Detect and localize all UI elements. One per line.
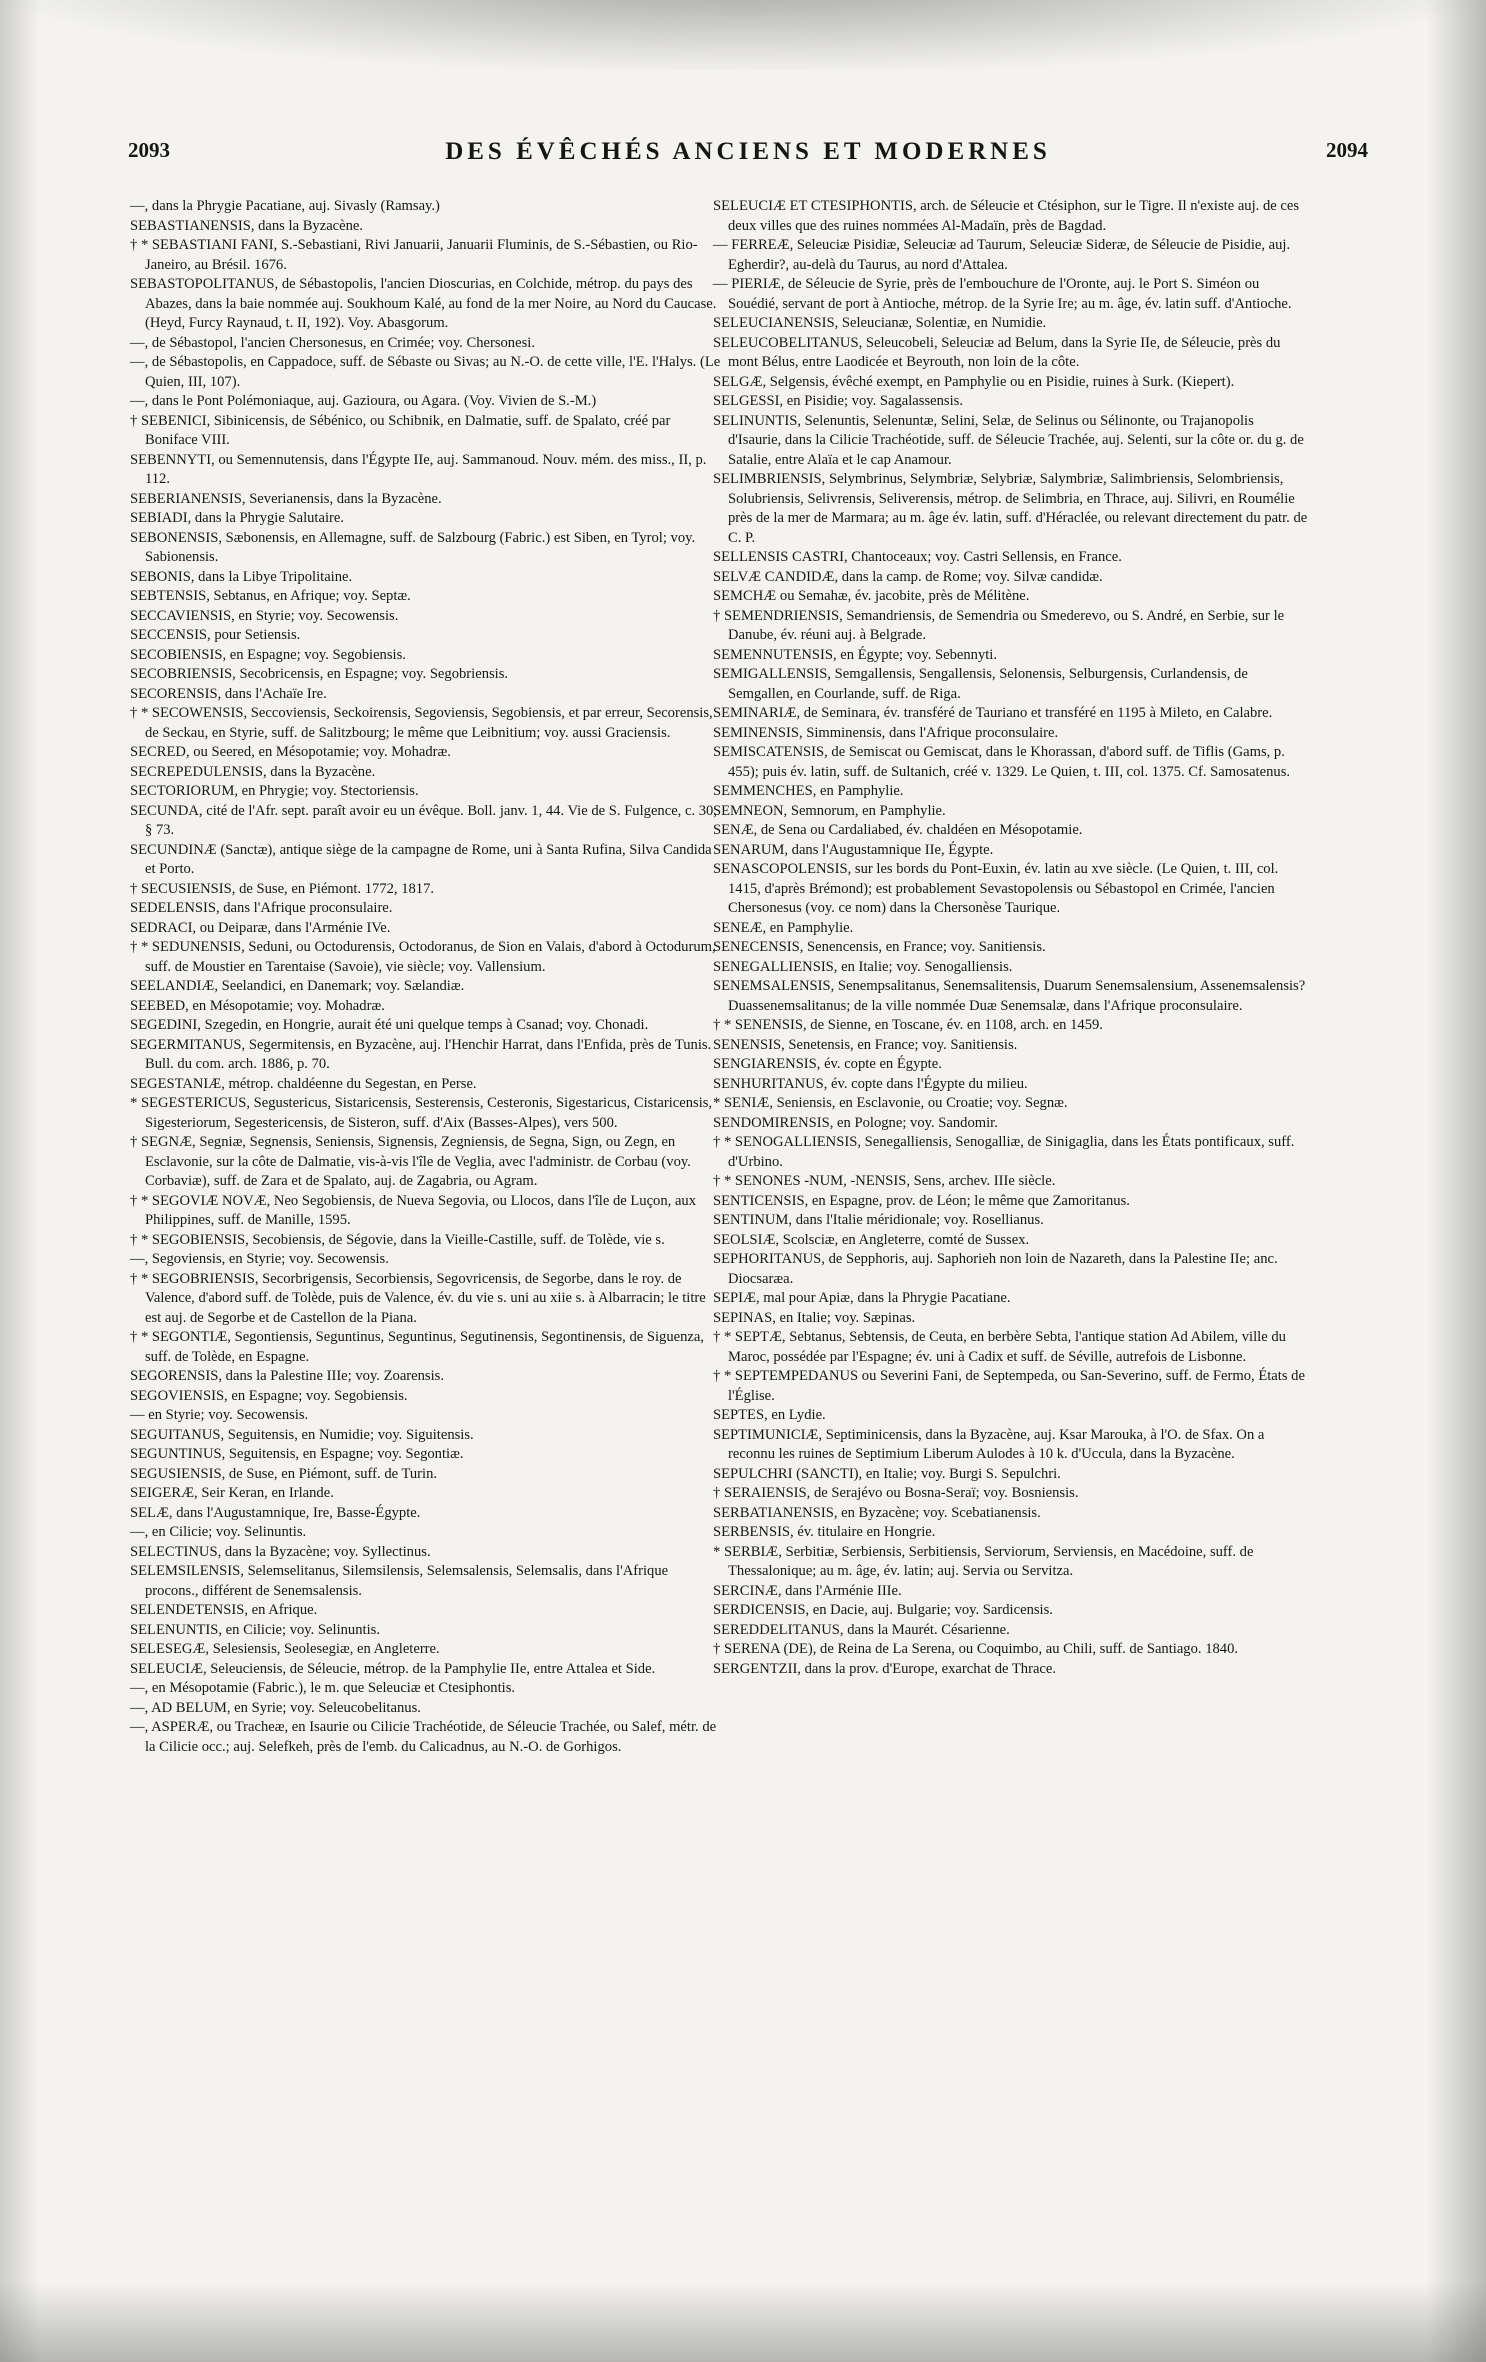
dictionary-entry: SEPTIMUNICIÆ, Septiminicensis, dans la Byzacène, auj. Ksar Marouka, à l'O. de Sfax. On a reconnu les ruines de Septimium Liberum Aulodes à 10 k. d'Uccula, dans la Byzacène. <box>713 1426 1265 1462</box>
dictionary-entry: —, en Mésopotamie (Fabric.), le m. que Seleuciæ et Ctesiphontis. <box>130 1680 516 1696</box>
page-number-left: 2093 <box>128 138 170 162</box>
dictionary-entry: SELENDETENSIS, en Afrique. <box>130 1602 318 1618</box>
dictionary-entry: SEDRACI, ou Deiparæ, dans l'Arménie IVe. <box>130 919 391 936</box>
dictionary-entry: † * SEGOVIÆ NOVÆ, Neo Segobiensis, de Nueva Segovia, ou Llocos, dans l'île de Luçon, aux Philippines, suff. de Manille, 1595. <box>130 1192 697 1228</box>
dictionary-entry: SELECTINUS, dans la Byzacène; voy. Syllectinus. <box>130 1543 431 1560</box>
dictionary-entry: SEEBED, en Mésopotamie; voy. Mohadræ. <box>130 997 385 1014</box>
dictionary-entry: SEPULCHRI (SANCTI), en Italie; voy. Burgi S. Sepulchri. <box>713 1465 1061 1482</box>
dictionary-entry: † SERAIENSIS, de Serajévo ou Bosna-Seraï; voy. Bosniensis. <box>713 1485 1079 1501</box>
dictionary-entry: SERGENTZII, dans la prov. d'Europe, exarchat de Thrace. <box>713 1660 1057 1677</box>
dictionary-entry: SEMINARIÆ, de Seminara, év. transféré de Tauriano et transféré en 1195 à Mileto, en Calabre. <box>713 705 1273 721</box>
dictionary-entry: SECRED, ou Seered, en Mésopotamie; voy. Mohadræ. <box>130 744 451 760</box>
dictionary-entry: SECOBRIENSIS, Secobricensis, en Espagne; voy. Segobriensis. <box>130 666 509 682</box>
dictionary-entry: SEMISCATENSIS, de Semiscat ou Gemiscat, dans le Khorassan, d'abord suff. de Tiflis (Gams, p. 455); puis év. latin, suff. de Sultanich, créé v. 1329. Le Quien, t. III, col. 1375. Cf. Samosatenus. <box>713 744 1291 780</box>
dictionary-entry: SEPHORITANUS, de Sepphoris, auj. Saphorieh non loin de Nazareth, dans la Palestine IIe; anc. Diocsaræa. <box>713 1251 1278 1287</box>
dictionary-entry: † * SENOGALLIENSIS, Senegalliensis, Senogalliæ, de Sinigaglia, dans les États pontificaux, suff. d'Urbino. <box>713 1134 1295 1170</box>
dictionary-entry: SELLENSIS CASTRI, Chantoceaux; voy. Castri Sellensis, en France. <box>713 549 1122 565</box>
dictionary-entry: —, Segoviensis, en Styrie; voy. Secowensis. <box>130 1251 389 1267</box>
dictionary-entry: † * SEGOBIENSIS, Secobiensis, de Ségovie, dans la Vieille-Castille, suff. de Tolède, vie s. <box>130 1231 665 1248</box>
dictionary-entry: SERCINÆ, dans l'Arménie IIIe. <box>713 1582 902 1599</box>
dictionary-entry: SEOLSIÆ, Scolsciæ, en Angleterre, comté de Sussex. <box>713 1231 1030 1248</box>
dictionary-entry: * SEGESTERICUS, Segustericus, Sistaricensis, Sesterensis, Cesteronis, Sigestaricus, Cistaricensis, Sigesteriorum, Segestericensis, de Sisteron, suff. d'Aix (Basses-Alpes), vers 500. <box>130 1095 713 1131</box>
dictionary-entry: SECCAVIENSIS, en Styrie; voy. Secowensis. <box>130 607 399 624</box>
dictionary-entry: SENARUM, dans l'Augustamnique IIe, Égypte. <box>713 841 994 858</box>
dictionary-entry: SERBATIANENSIS, en Byzacène; voy. Scebatianensis. <box>713 1504 1041 1521</box>
dictionary-entry: † SERENA (DE), de Reina de La Serena, ou Coquimbo, au Chili, suff. de Santiago. 1840. <box>713 1641 1239 1657</box>
dictionary-entry: —, de Sébastopol, l'ancien Chersonesus, en Crimée; voy. Chersonesi. <box>130 334 535 351</box>
dictionary-entry: † * SEBASTIANI FANI, S.-Sebastiani, Rivi Januarii, Januarii Fluminis, de S.-Sébastien, ou Rio-Janeiro, au Brésil. 1676. <box>130 237 698 273</box>
dictionary-entry: SEBASTIANENSIS, dans la Byzacène. <box>130 217 364 234</box>
dictionary-entry: † * SEPTÆ, Sebtanus, Sebtensis, de Ceuta, en berbère Sebta, l'antique station Ad Abilem, ville du Maroc, possédée par l'Espagne; év. uni à Cadix et suff. de Séville, autrefois de Lisbonne. <box>713 1329 1286 1365</box>
dictionary-entry: SEBONENSIS, Sæbonensis, en Allemagne, suff. de Salzbourg (Fabric.) est Siben, en Tyrol; voy. Sabionensis. <box>130 529 696 565</box>
dictionary-entry: SENECENSIS, Senencensis, en France; voy. Sanitiensis. <box>713 939 1046 955</box>
dictionary-entry: SEGERMITANUS, Segermitensis, en Byzacène, auj. l'Henchir Harrat, dans l'Enfida, près de Tunis. Bull. du com. arch. 1886, p. 70. <box>130 1036 712 1072</box>
dictionary-entry: SECOBIENSIS, en Espagne; voy. Segobiensis. <box>130 646 406 663</box>
dictionary-entry: SEMCHÆ ou Semahæ, év. jacobite, près de Mélitène. <box>713 588 1030 604</box>
dictionary-entry: SENTICENSIS, en Espagne, prov. de Léon; le même que Zamoritanus. <box>713 1192 1130 1209</box>
dictionary-entry: SELEMSILENSIS, Selemselitanus, Silemsilensis, Selemsalensis, Selemsalis, dans l'Afrique procons., différent de Senemsalensis. <box>130 1563 669 1599</box>
dictionary-entry: SEGUITANUS, Seguitensis, en Numidie; voy. Siguitensis. <box>130 1426 474 1443</box>
scan-border-right <box>1426 0 1486 2362</box>
dictionary-entry: SELINUNTIS, Selenuntis, Selenuntæ, Selini, Selæ, de Selinus ou Sélinonte, ou Trajanopolis d'Isaurie, dans la Cilicie Trachéotide, suff. de Séleucie Trachée, auj. Selenti, sur la côte or. du g. de Satalie, entre Alaïa et le cap Anamour. <box>713 412 1304 468</box>
dictionary-entry: —, dans le Pont Polémoniaque, auj. Gazioura, ou Agara. (Voy. Vivien de S.-M.) <box>130 393 597 409</box>
dictionary-entry: SEMINENSIS, Simminensis, dans l'Afrique proconsulaire. <box>713 724 1059 741</box>
dictionary-entry: SEDELENSIS, dans l'Afrique proconsulaire. <box>130 900 393 916</box>
dictionary-entry: SERDICENSIS, en Dacie, auj. Bulgarie; voy. Sardicensis. <box>713 1602 1053 1618</box>
dictionary-entry: SELÆ, dans l'Augustamnique, Ire, Basse-Égypte. <box>130 1504 421 1521</box>
dictionary-entry: — en Styrie; voy. Secowensis. <box>130 1407 309 1423</box>
dictionary-entry: SELVÆ CANDIDÆ, dans la camp. de Rome; voy. Silvæ candidæ. <box>713 568 1103 585</box>
dictionary-entry: SECREPEDULENSIS, dans la Byzacène. <box>130 763 376 780</box>
dictionary-entry: SELENUNTIS, en Cilicie; voy. Selinuntis. <box>130 1621 380 1638</box>
dictionary-entry: * SERBIÆ, Serbitiæ, Serbiensis, Serbitiensis, Serviorum, Serviensis, en Macédoine, suff. de Thessalonique; au m. âge, év. latin; auj. Servia ou Servitza. <box>713 1543 1254 1579</box>
dictionary-entry: SEBASTOPOLITANUS, de Sébastopolis, l'ancien Dioscurias, en Colchide, métrop. du pays des Abazes, dans la baie nommée auj. Soukhoum Kalé, au fond de la mer Noire, au Nord du Caucase. (Heyd, Furcy Raynaud, t. II, 192). Voy. Abasgorum. <box>130 276 717 331</box>
scan-border-bottom <box>0 2282 1486 2362</box>
dictionary-entry: † SECUSIENSIS, de Suse, en Piémont. 1772, 1817. <box>130 880 435 897</box>
dictionary-entry: SENDOMIRENSIS, en Pologne; voy. Sandomir. <box>713 1114 998 1131</box>
dictionary-entry: —, en Cilicie; voy. Selinuntis. <box>130 1524 307 1540</box>
dictionary-entry: † SEBENICI, Sibinicensis, de Sébénico, ou Schibnik, en Dalmatie, suff. de Spalato, créé par Boniface VIII. <box>130 412 671 448</box>
dictionary-entry: SEGUNTINUS, Seguitensis, en Espagne; voy. Segontiæ. <box>130 1446 464 1462</box>
dictionary-entry: SECUNDINÆ (Sanctæ), antique siège de la campagne de Rome, uni à Santa Rufina, Silva Candida et Porto. <box>130 841 712 877</box>
dictionary-entry: SEMMENCHES, en Pamphylie. <box>713 783 904 799</box>
dictionary-entry: — FERREÆ, Seleuciæ Pisidiæ, Seleuciæ ad Taurum, Seleuciæ Sideræ, de Séleucie de Pisidie, auj. Egherdir?, au-delà du Taurus, au nord d'Attalea. <box>713 237 1291 273</box>
dictionary-entry: SEPINAS, en Italie; voy. Sæpinas. <box>713 1309 916 1326</box>
dictionary-entry: SECORENSIS, dans l'Achaïe Ire. <box>130 685 327 702</box>
dictionary-entry: SENHURITANUS, év. copte dans l'Égypte du milieu. <box>713 1075 1028 1092</box>
dictionary-entry: SEELANDIÆ, Seelandici, en Danemark; voy. Sælandiæ. <box>130 978 465 994</box>
dictionary-entry: SEMENNUTENSIS, en Égypte; voy. Sebennyti. <box>713 646 998 663</box>
dictionary-entry: SECCENSIS, pour Setiensis. <box>130 627 301 643</box>
scan-border-left <box>0 0 40 2362</box>
dictionary-entry: SEPTES, en Lydie. <box>713 1407 826 1423</box>
page-header <box>128 138 1368 178</box>
dictionary-entry: SECUNDA, cité de l'Afr. sept. paraît avoir eu un évêque. Boll. janv. 1, 44. Vie de S. Fulgence, c. 30, § 73. <box>130 802 717 838</box>
dictionary-entry: SENTINUM, dans l'Italie méridionale; voy. Rosellianus. <box>713 1212 1044 1228</box>
dictionary-entry: SEBERIANENSIS, Severianensis, dans la Byzacène. <box>130 490 442 507</box>
dictionary-entry: SECTORIORUM, en Phrygie; voy. Stectoriensis. <box>130 783 419 799</box>
dictionary-entry: SELESEGÆ, Selesiensis, Seolesegiæ, en Angleterre. <box>130 1641 440 1657</box>
dictionary-entry: —, dans la Phrygie Pacatiane, auj. Sivasly (Ramsay.) <box>130 198 440 214</box>
dictionary-entry: SERBENSIS, év. titulaire en Hongrie. <box>713 1524 936 1540</box>
dictionary-entry: SEMIGALLENSIS, Semgallensis, Sengallensis, Selonensis, Selburgensis, Curlandensis, de Semgallen, en Courlande, suff. de Riga. <box>713 666 1248 702</box>
dictionary-entry: SEPIÆ, mal pour Apiæ, dans la Phrygie Pacatiane. <box>713 1290 1011 1306</box>
dictionary-entry: SEBTENSIS, Sebtanus, en Afrique; voy. Septæ. <box>130 588 411 604</box>
dictionary-entry: * SENIÆ, Seniensis, en Esclavonie, ou Croatie; voy. Segnæ. <box>713 1095 1068 1111</box>
dictionary-entry: † * SEDUNENSIS, Seduni, ou Octodurensis, Octodoranus, de Sion en Valais, d'abord à Octodurum, suff. de Moustier en Tarentaise (Savoie), vie siècle; voy. Vallensium. <box>130 939 716 975</box>
dictionary-entry: — PIERIÆ, de Séleucie de Syrie, près de l'embouchure de l'Oronte, auj. le Port S. Siméon ou Souédié, servant de port à Antioche, métrop. de la Syrie Ire; au m. âge, év. latin suff. d'Antioche. <box>713 276 1292 312</box>
dictionary-entry: —, ASPERÆ, ou Tracheæ, en Isaurie ou Cilicie Trachéotide, de Séleucie Trachée, ou Salef, métr. de la Cilicie occ.; auj. Selefkeh, près de l'emb. du Calicadnus, au N.-O. de Gorhigos. <box>130 1719 717 1755</box>
dictionary-entry: SELGÆ, Selgensis, évêché exempt, en Pamphylie ou en Pisidie, ruines à Surk. (Kiepert). <box>713 373 1235 390</box>
dictionary-entry: SENENSIS, Senetensis, en France; voy. Sanitiensis. <box>713 1036 1018 1053</box>
dictionary-entry: † SEMENDRIENSIS, Semandriensis, de Semendria ou Smederevo, ou S. André, en Serbie, sur le Danube, év. réuni auj. à Belgrade. <box>713 607 1285 643</box>
dictionary-entry: † * SENENSIS, de Sienne, en Toscane, év. en 1108, arch. en 1459. <box>713 1017 1103 1033</box>
dictionary-entry: † SEGNÆ, Segniæ, Segnensis, Seniensis, Signensis, Zegniensis, de Segna, Sign, ou Zegn, en Esclavonie, sur la côte de Dalmatie, vis-à-vis l'île de Veglia, avec l'administr. de Corbau (voy. Corbaviæ), suff. de Zara et de Spalato, auj. de Zagabria, ou Agram. <box>130 1134 691 1189</box>
dictionary-entry: —, de Sébastopolis, en Cappadoce, suff. de Sébaste ou Sivas; au N.-O. de cette ville, l'E. l'Halys. (Le Quien, III, 107). <box>130 354 721 390</box>
dictionary-entry: † * SEGOBRIENSIS, Secorbrigensis, Secorbiensis, Segovricensis, de Segorbe, dans le roy. de Valence, d'abord suff. de Tolède, puis de Valence, év. du vie s. uni au xiie s. à Albarracin; le titre est auj. de Segorbe et de Castellon de la Piana. <box>130 1270 706 1326</box>
dictionary-entry: SEMNEON, Semnorum, en Pamphylie. <box>713 802 946 819</box>
dictionary-entry: † * SENONES -NUM, -NENSIS, Sens, archev. IIIe siècle. <box>713 1173 1056 1189</box>
dictionary-entry: SENEGALLIENSIS, en Italie; voy. Senogalliensis. <box>713 958 1013 975</box>
dictionary-entry: SEGORENSIS, dans la Palestine IIIe; voy. Zoarensis. <box>130 1368 444 1384</box>
dictionary-entry: SENASCOPOLENSIS, sur les bords du Pont-Euxin, év. latin au xve siècle. (Le Quien, t. III, col. 1415, d'après Brémond); est probablement Sevastopolensis ou Sébastopol en Crimée, l'ancien Chersonesus (voy. ce nom) dans la Chersonèse Taurique. <box>713 861 1279 916</box>
dictionary-entry: SELIMBRIENSIS, Selymbrinus, Selymbriæ, Selybriæ, Salymbriæ, Salimbriensis, Selombriensis, Solubriensis, Selivrensis, Seliverensis, métrop. de Selimbria, en Thrace, auj. Silivri, en Roumélie près de la mer de Marmara; au m. âge év. latin, suff. d'Héraclée, ou relevant directement du patr. de C. P. <box>713 471 1308 546</box>
dictionary-entry: † * SEGONTIÆ, Segontiensis, Seguntinus, Seguntinus, Segutinensis, Segontinensis, de Siguenza, suff. de Tolède, en Espagne. <box>130 1329 705 1365</box>
dictionary-entry: SEBENNYTI, ou Semennutensis, dans l'Égypte IIe, auj. Sammanoud. Nouv. mém. des miss., II, p. 112. <box>130 451 707 487</box>
dictionary-entry: SEGESTANIÆ, métrop. chaldéenne du Segestan, en Perse. <box>130 1075 477 1092</box>
dictionary-entry: SENÆ, de Sena ou Cardaliabed, év. chaldéen en Mésopotamie. <box>713 822 1083 838</box>
dictionary-entry: SENEMSALENSIS, Senempsalitanus, Senemsalitensis, Duarum Senemsalensium, Assenemsalensis? Duassenemsalitanus; de la ville nommée Duæ Senemsalæ, dans l'Afrique proconsulaire. <box>713 978 1306 1014</box>
running-title: DES ÉVÊCHÉS ANCIENS ET MODERNES <box>445 138 1051 165</box>
scan-border-top <box>0 0 1486 70</box>
dictionary-entry: SEREDDELITANUS, dans la Maurét. Césarienne. <box>713 1621 1010 1638</box>
left-column <box>130 197 725 1757</box>
dictionary-entry: SEGOVIENSIS, en Espagne; voy. Segobiensis. <box>130 1387 408 1404</box>
dictionary-entry: SEGUSIENSIS, de Suse, en Piémont, suff. de Turin. <box>130 1465 438 1482</box>
dictionary-entry: SEBIADI, dans la Phrygie Salutaire. <box>130 510 345 526</box>
right-column <box>713 197 1308 1679</box>
dictionary-entry: SELEUCIANENSIS, Seleucianæ, Solentiæ, en Numidie. <box>713 315 1047 331</box>
dictionary-entry: SEGEDINI, Szegedin, en Hongrie, aurait été uni quelque temps à Csanad; voy. Chonadi. <box>130 1017 649 1033</box>
dictionary-entry: † * SEPTEMPEDANUS ou Severini Fani, de Septempeda, ou San-Severino, suff. de Fermo, États de l'Église. <box>713 1368 1305 1404</box>
dictionary-entry: SEBONIS, dans la Libye Tripolitaine. <box>130 568 353 585</box>
dictionary-entry: SENGIARENSIS, év. copte en Égypte. <box>713 1056 942 1072</box>
dictionary-entry: SELEUCOBELITANUS, Seleucobeli, Seleuciæ ad Belum, dans la Syrie IIe, de Séleucie, près du mont Bélus, entre Laodicée et Beyrouth, non loin de la côte. <box>713 334 1281 370</box>
dictionary-entry: † * SECOWENSIS, Seccoviensis, Seckoirensis, Segoviensis, Segobiensis, et par erreur, Secorensis, de Seckau, en Styrie, suff. de Salitzbourg; le même que Leibnitium; voy. aussi Graciensis. <box>130 705 713 741</box>
dictionary-entry: SEIGERÆ, Seir Keran, en Irlande. <box>130 1485 334 1501</box>
dictionary-entry: SELEUCIÆ, Seleuciensis, de Séleucie, métrop. de la Pamphylie IIe, entre Attalea et Side. <box>130 1660 656 1677</box>
dictionary-entry: SELGESSI, en Pisidie; voy. Sagalassensis. <box>713 393 963 409</box>
dictionary-entry: SELEUCIÆ ET CTESIPHONTIS, arch. de Séleucie et Ctésiphon, sur le Tigre. Il n'existe auj. de ces deux villes que des ruines nommées Al-Madaïn, près de Bagdad. <box>713 198 1300 234</box>
dictionary-entry: —, AD BELUM, en Syrie; voy. Seleucobelitanus. <box>130 1699 421 1716</box>
page-number-right: 2094 <box>1326 138 1368 162</box>
dictionary-entry: SENEÆ, en Pamphylie. <box>713 919 854 936</box>
